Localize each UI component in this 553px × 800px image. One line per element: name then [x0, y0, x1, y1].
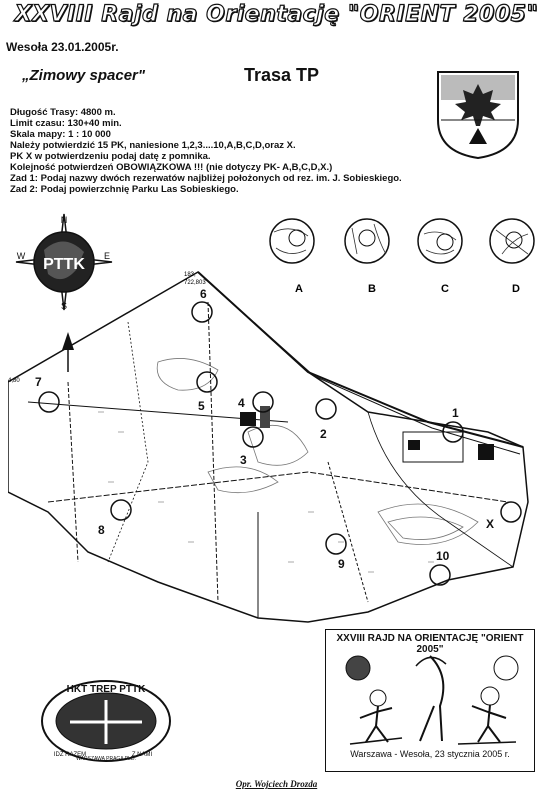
checkpoint-label: 4	[238, 396, 245, 410]
trep-logo-bottom-mid: WARSZAWA PRAGA PŁD.	[76, 756, 136, 762]
map-edge-label: 4,80	[8, 378, 20, 384]
route-info	[10, 107, 440, 195]
event-badge	[325, 629, 535, 772]
page-title: XXVIII Rajd na Orientację "ORIENT 2005"	[14, 2, 539, 27]
checkpoint-label: 10	[436, 549, 450, 563]
info-line: Należy potwierdzić 15 PK, naniesione 1,2,3....10,A,B,C,D,oraz X.	[10, 140, 296, 151]
trep-logo-bottom-left: IDŹ RAZEM	[53, 752, 87, 758]
info-line: PK X w potwierdzeniu podaj datę z pomnika.	[10, 151, 211, 162]
checkpoint-label: 6	[200, 287, 207, 301]
checkpoint-label: 1	[452, 406, 459, 420]
info-line: Długość Trasy: 4800 m.	[10, 107, 116, 118]
trep-logo-bottom-right: Z NAMI	[131, 752, 153, 758]
checkpoint-label: 7	[35, 375, 42, 389]
route-name: Trasa TP	[244, 65, 320, 85]
badge-illustration-icon	[330, 646, 530, 748]
badge-footer: Warszawa - Wesoła, 23 stycznia 2005 r.	[350, 749, 510, 759]
info-line: Skala mapy: 1 : 10 000	[10, 129, 111, 140]
checkpoint-label-a: A	[295, 283, 303, 295]
compass-west: W	[16, 251, 26, 261]
orienteering-map	[8, 262, 538, 640]
north-arrow-icon	[62, 332, 74, 350]
spot-height: 183,	[184, 272, 196, 278]
checkpoint-label: 5	[198, 399, 205, 413]
checkpoint-label: 3	[240, 453, 247, 467]
info-line: Kolejność potwierdzeń OBOWIĄZKOWA !!! (nie dotyczy PK- A,B,C,D,X.)	[10, 162, 333, 173]
event-subtitle: „Zimowy spacer"	[22, 67, 145, 84]
author-credit: Opr. Wojciech Drozda	[235, 779, 318, 789]
checkpoint-label-d: D	[512, 283, 520, 295]
checkpoint-label-c: C	[441, 283, 449, 295]
checkpoint-label-b: B	[368, 283, 376, 295]
compass-north: N	[60, 215, 68, 225]
badge-title: XXVIII RAJD NA ORIENTACJĘ "ORIENT 2005"	[336, 633, 524, 655]
checkpoint-label: 2	[320, 427, 327, 441]
compass-south: S	[60, 301, 68, 311]
place-date: Wesoła 23.01.2005r.	[6, 40, 119, 54]
info-line: Zad 2: Podaj powierzchnię Parku Las Sobieskiego.	[10, 184, 239, 195]
checkpoint-label: 8	[98, 523, 105, 537]
spot-coords: 722,803	[184, 280, 206, 286]
compass-east: E	[103, 251, 111, 261]
checkpoint-label: 9	[338, 557, 345, 571]
info-line: Zad 1: Podaj nazwy dwóch rezerwatów najbliżej położonych od rez. im. J. Sobieskiego.	[10, 173, 402, 184]
checkpoint-label: X	[486, 517, 495, 531]
trep-logo-top: HKT TREP PTTK	[66, 684, 146, 695]
pttk-logo-text: PTTK	[43, 256, 85, 273]
info-line: Limit czasu: 130+40 min.	[10, 118, 122, 129]
hkt-trep-logo-icon	[40, 678, 172, 764]
coat-of-arms-icon	[433, 70, 523, 160]
